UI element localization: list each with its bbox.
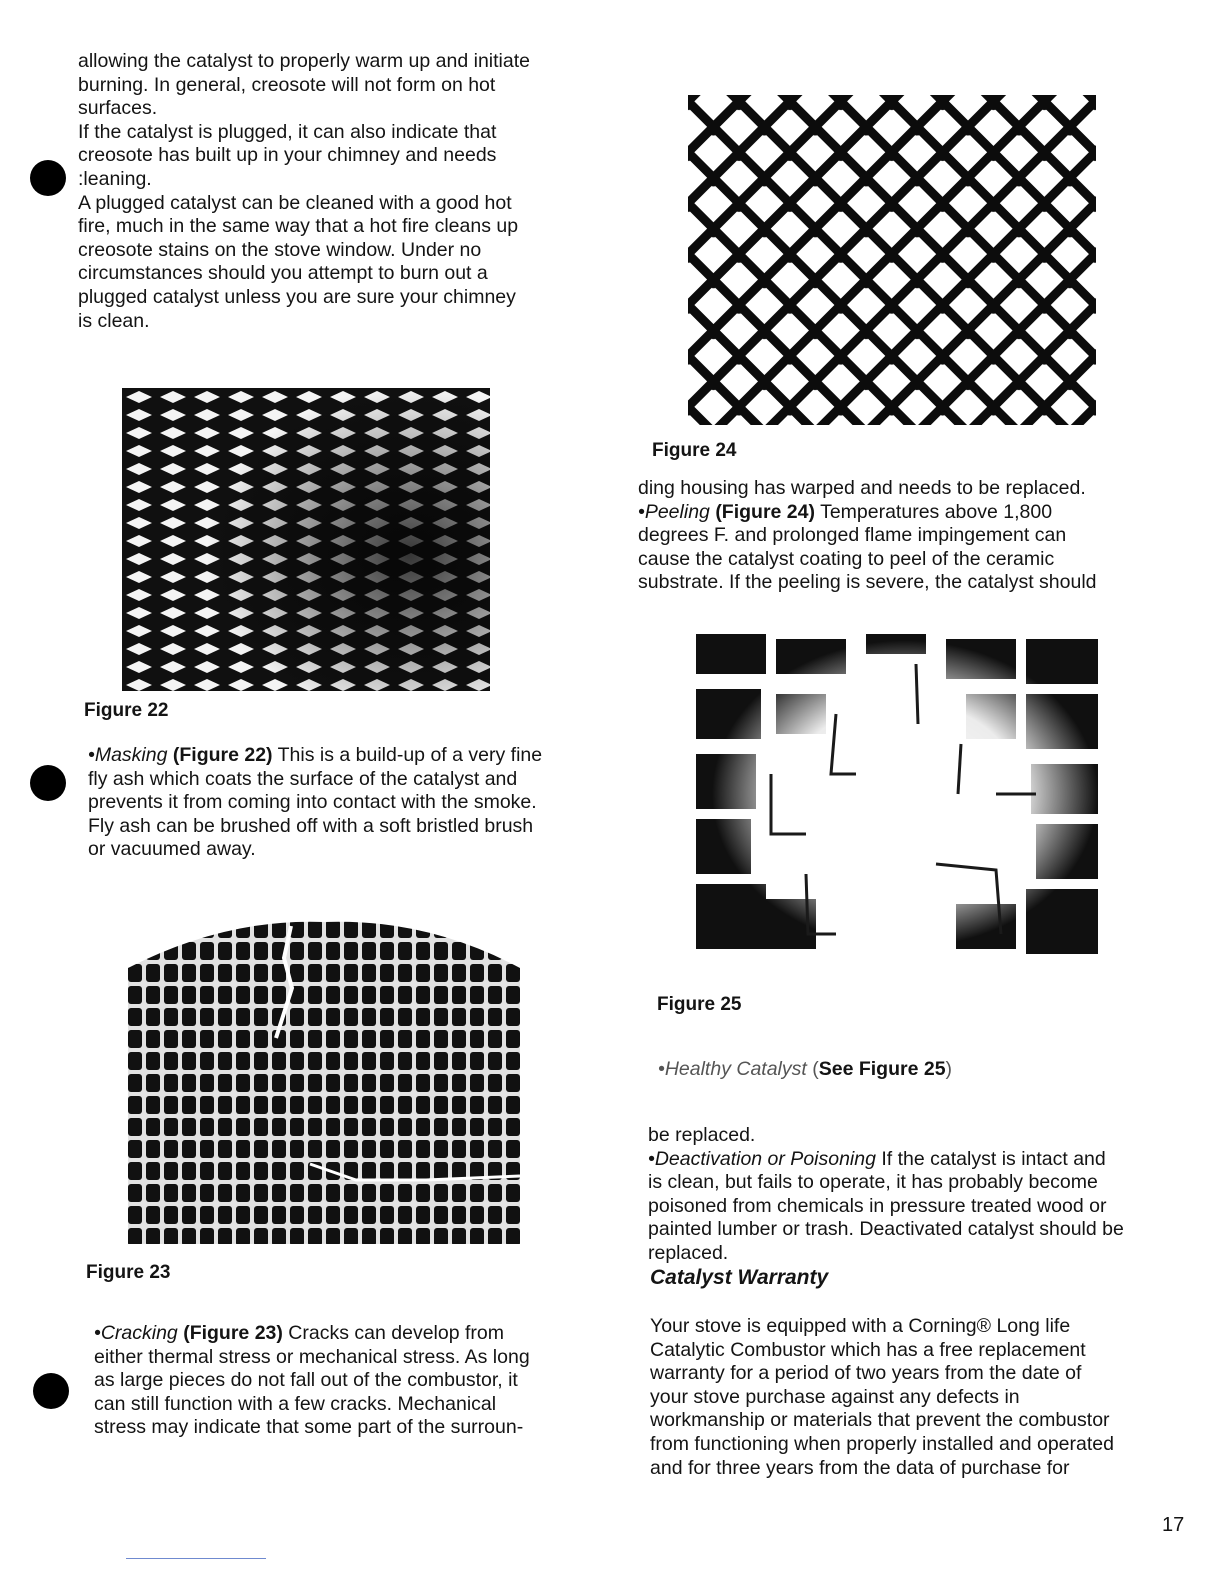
binder-hole [30,765,66,801]
paren-close: ) [945,1058,953,1080]
left-top-text [78,50,618,333]
text-line: is clean, but fails to operate, it has probably become [648,1171,1098,1194]
text-line: or vacuumed away. [88,838,256,861]
paren-open: ( [806,1058,819,1080]
text-line: is clean. [78,309,150,332]
text-line: Cracks can develop from [282,1322,504,1344]
text-line: and for three years from the data of purchase for [650,1456,1070,1479]
healthy-term: •Healthy Catalyst [658,1058,807,1080]
text-line: poisoned from chemicals in pressure treated wood or [648,1194,1107,1217]
cracking-figure-ref: (Figure 23) [183,1322,283,1344]
text-line: This is a build-up of a very fine [272,744,543,766]
text-line: warranty for a period of two years from the date of [650,1362,1082,1385]
warranty-paragraph [650,1315,1206,1480]
warranty-heading: Catalyst Warranty [650,1266,829,1289]
text-line: prevents it from coming into contact with the smoke. [88,791,537,814]
masking-term: •Masking [88,744,168,766]
text-line: Fly ash can be brushed off with a soft bristled brush [88,814,534,837]
text-line: If the catalyst is intact and [875,1147,1106,1170]
peeling-term: •Peeling [638,500,710,523]
cracking-term: •Cracking [94,1322,178,1344]
figure-23-caption: Figure 23 [86,1262,171,1283]
healthy-figure-ref: See Figure 25 [818,1058,946,1080]
text-line: burning. In general, creosote will not form on hot [78,73,496,96]
healthy-catalyst-line [658,1058,1158,1082]
text-line: creosote has built up in your chimney and needs [78,144,497,167]
text-line: Catalytic Combustor which has a free replacement [650,1338,1086,1361]
masking-figure-ref: (Figure 22) [172,744,273,766]
figure-25-caption: Figure 25 [657,994,742,1015]
text-line: fire, much in the same way that a hot fire cleans up [78,215,519,238]
text-line: surfaces. [78,97,158,120]
peeling-figure-ref: (Figure 24) [715,500,815,523]
text-line: circumstances should you attempt to burn out a [78,262,488,285]
text-line: from functioning when properly installed and operated [650,1432,1114,1455]
text-line: stress may indicate that some part of the surroun- [94,1416,524,1439]
text-line: plugged catalyst unless you are sure your chimney [78,285,516,308]
figure-24-caption: Figure 24 [652,440,737,461]
binder-hole [33,1373,69,1409]
figure-22-image [122,388,490,691]
paragraph-cleaning [78,192,618,334]
text-line: be replaced. [648,1124,756,1146]
peeling-paragraph [638,477,1198,595]
text-line: fly ash which coats the surface of the catalyst and [88,767,518,790]
text-line: painted lumber or trash. Deactivated catalyst should be [648,1218,1124,1241]
text-line: replaced. [648,1241,729,1264]
text-line: workmanship or materials that prevent the combustor [650,1409,1110,1432]
text-line: :leaning. [78,167,152,190]
text-line: If the catalyst is plugged, it can also indicate that [78,120,497,143]
text-line: either thermal stress or mechanical stress. As long [94,1345,530,1368]
paragraph-warmup [78,50,618,121]
page-number: 17 [1162,1514,1185,1536]
text-line: creosote stains on the stove window. Under no [78,238,482,261]
text-line: allowing the catalyst to properly warm up and initiate [78,50,530,72]
cracking-paragraph [94,1322,634,1440]
text-line: A plugged catalyst can be cleaned with a good hot [78,191,512,214]
text-line: Temperatures above 1,800 [815,500,1053,523]
deactivation-term: •Deactivation or Poisoning [648,1147,876,1170]
paragraph-plugged [78,121,618,192]
figure-23-image [126,918,522,1248]
text-line: substrate. If the peeling is severe, the catalyst should [638,571,1097,594]
text-line: cause the catalyst coating to peel of the ceramic [638,547,1055,570]
text-line: as large pieces do not fall out of the combustor, it [94,1369,518,1392]
text-line: degrees F. and prolonged flame impingement can [638,524,1067,547]
text-line: your stove purchase against any defects in [650,1385,1020,1408]
text-line: can still function with a few cracks. Mechanical [94,1392,497,1415]
text-line: Your stove is equipped with a Corning® Long life [650,1315,1071,1337]
scan-artifact-line [126,1558,266,1559]
deactivation-paragraph [648,1124,1204,1266]
binder-hole [30,160,66,196]
figure-22-caption: Figure 22 [84,700,169,721]
masking-paragraph [88,744,628,862]
figure-25-image [696,634,1098,954]
text-line: ding housing has warped and needs to be replaced. [638,477,1086,499]
figure-24-image [688,95,1096,425]
